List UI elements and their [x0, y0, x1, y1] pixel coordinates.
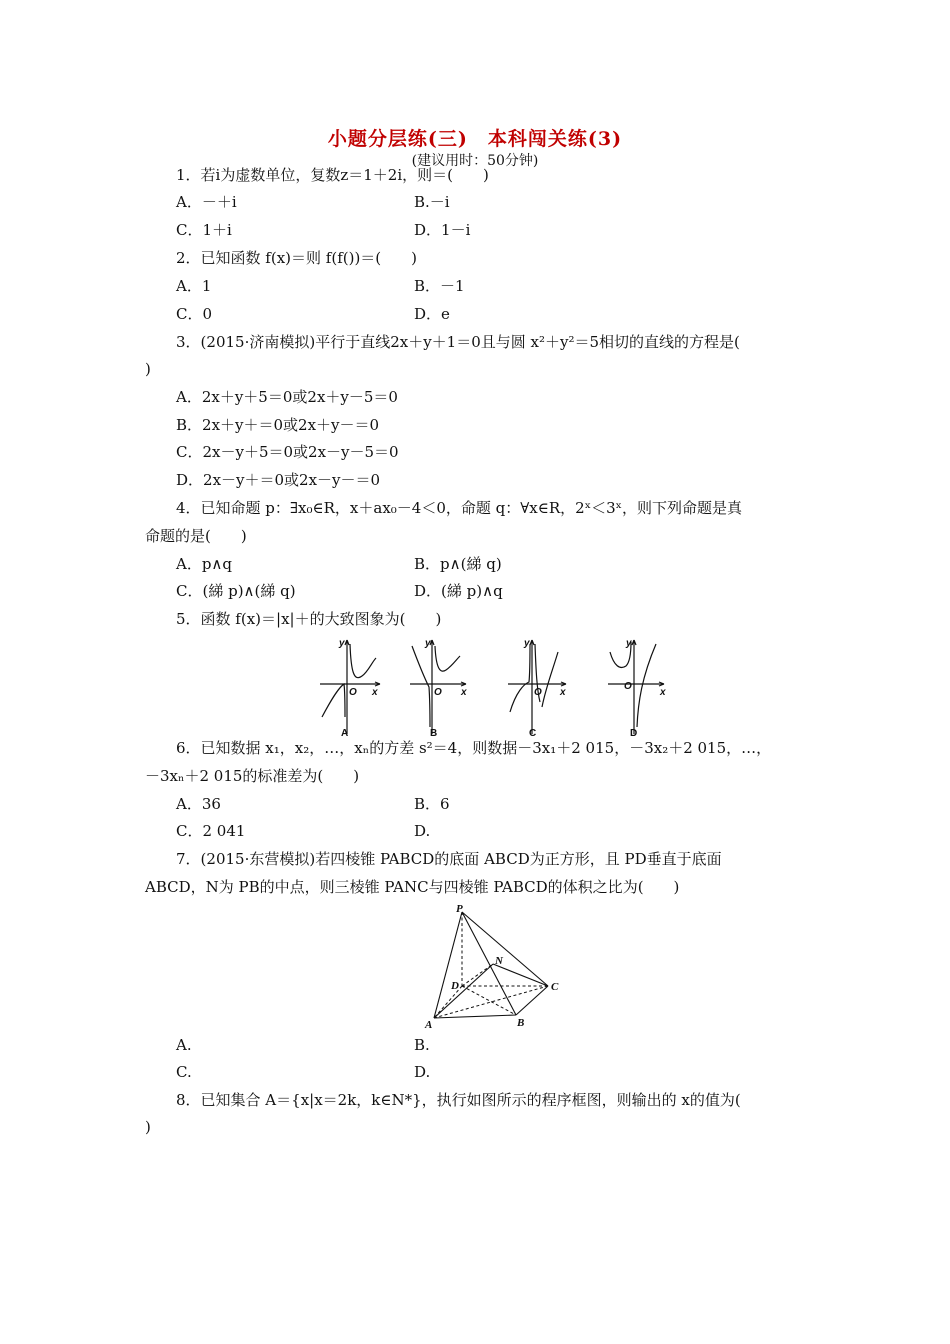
q4-option-c: C．(綈 p)∧(綈 q) — [176, 582, 296, 600]
graph-b-y-label: y — [425, 638, 431, 649]
graph-d-origin: O — [624, 681, 632, 692]
q6-stem-cont: －3xₙ＋2 015的标准差为( ) — [145, 767, 360, 785]
q4-option-a: A．p∧q — [176, 555, 233, 573]
q8-stem-cont: ) — [145, 1118, 151, 1136]
q3-option-b: B．2x＋y＋＝0或2x＋y－＝0 — [176, 416, 380, 434]
graph-c-y-label: y — [524, 638, 530, 649]
graph-c-caption: C — [529, 728, 537, 739]
q7-pyramid-figure — [420, 902, 570, 1032]
graph-a-origin: O — [349, 687, 357, 698]
q1-stem: 1．若i为虚数单位，复数z＝1＋2i，则＝( ) — [176, 166, 489, 184]
q4-option-b: B．p∧(綈 q) — [414, 555, 502, 573]
q3-stem: 3．(2015·济南模拟)平行于直线2x＋y＋1＝0且与圆 x²＋y²＝5相切的直线的方程是( — [176, 333, 740, 351]
q1-option-d: D．1－i — [414, 221, 471, 239]
graph-a-x-label: x — [372, 687, 378, 698]
vertex-a-label: A — [425, 1019, 433, 1031]
q8-stem: 8．已知集合 A＝{x|x＝2k，k∈N*}，执行如图所示的程序框图，则输出的 x的值为( — [176, 1091, 741, 1109]
q6-option-a: A．36 — [176, 795, 221, 813]
q2-option-b: B．－1 — [414, 277, 465, 295]
graph-d — [608, 640, 664, 734]
graph-c-x-label: x — [560, 687, 566, 698]
q2-option-d: D．e — [414, 305, 450, 323]
vertex-c-label: C — [551, 981, 559, 993]
graph-d-x-label: x — [660, 687, 666, 698]
q7-stem-cont: ABCD，N为 PB的中点，则三棱锥 PANC与四棱锥 PABCD的体积之比为( ) — [145, 878, 680, 896]
q3-stem-cont: ) — [145, 360, 151, 378]
page-title: 小题分层练(三) 本科闯关练(3) — [327, 128, 623, 150]
q1-option-c: C．1＋i — [176, 221, 232, 239]
q4-stem-cont: 命题的是( ) — [145, 527, 247, 545]
q4-stem: 4．已知命题 p：∃x₀∈R，x＋ax₀－4＜0，命题 q：∀x∈R，2ˣ＜3ˣ，则下列命题是真 — [176, 499, 742, 517]
q6-option-c: C．2 041 — [176, 822, 246, 840]
graph-b-origin: O — [434, 687, 442, 698]
q3-option-a: A．2x＋y＋5＝0或2x＋y－5＝0 — [176, 388, 398, 406]
q1-option-b: B.－i — [414, 193, 450, 211]
q5-graphs-figure — [310, 632, 670, 742]
graph-c-origin: O — [534, 687, 542, 698]
page-subtitle: (建议用时：50分钟) — [411, 153, 539, 169]
q7-stem: 7．(2015·东营模拟)若四棱锥 PABCD的底面 ABCD为正方形，且 PD垂直于底面 — [176, 850, 722, 868]
graph-a-caption: A — [341, 728, 349, 739]
vertex-d-label: D — [451, 980, 459, 992]
vertex-n-label: N — [495, 955, 503, 967]
q2-option-a: A．1 — [176, 277, 212, 295]
q7-option-c: C. — [176, 1063, 192, 1081]
vertex-b-label: B — [517, 1017, 525, 1029]
graph-d-caption: D — [630, 728, 638, 739]
q6-option-b: B．6 — [414, 795, 450, 813]
q6-stem: 6．已知数据 x₁，x₂，…，xₙ的方差 s²＝4，则数据－3x₁＋2 015，－3x₂＋2 015，…， — [176, 739, 772, 757]
q1-option-a: A．－＋i — [176, 193, 237, 211]
q7-option-a: A. — [176, 1036, 192, 1054]
graph-a-y-label: y — [339, 638, 345, 649]
graph-b-caption: B — [430, 728, 438, 739]
q7-option-b: B. — [414, 1036, 430, 1054]
q6-option-d: D. — [414, 822, 431, 840]
q3-option-d: D．2x－y＋＝0或2x－y－＝0 — [176, 471, 381, 489]
q7-option-d: D. — [414, 1063, 431, 1081]
q2-stem: 2．已知函数 f(x)＝则 f(f())＝( ) — [176, 249, 418, 267]
q4-option-d: D．(綈 p)∧q — [414, 582, 503, 600]
q3-option-c: C．2x－y＋5＝0或2x－y－5＝0 — [176, 443, 399, 461]
graph-d-y-label: y — [626, 638, 632, 649]
q2-option-c: C．0 — [176, 305, 213, 323]
vertex-p-label: P — [456, 903, 463, 915]
q5-stem: 5．函数 f(x)＝|x|＋的大致图象为( ) — [176, 610, 442, 628]
graph-b-x-label: x — [461, 687, 467, 698]
